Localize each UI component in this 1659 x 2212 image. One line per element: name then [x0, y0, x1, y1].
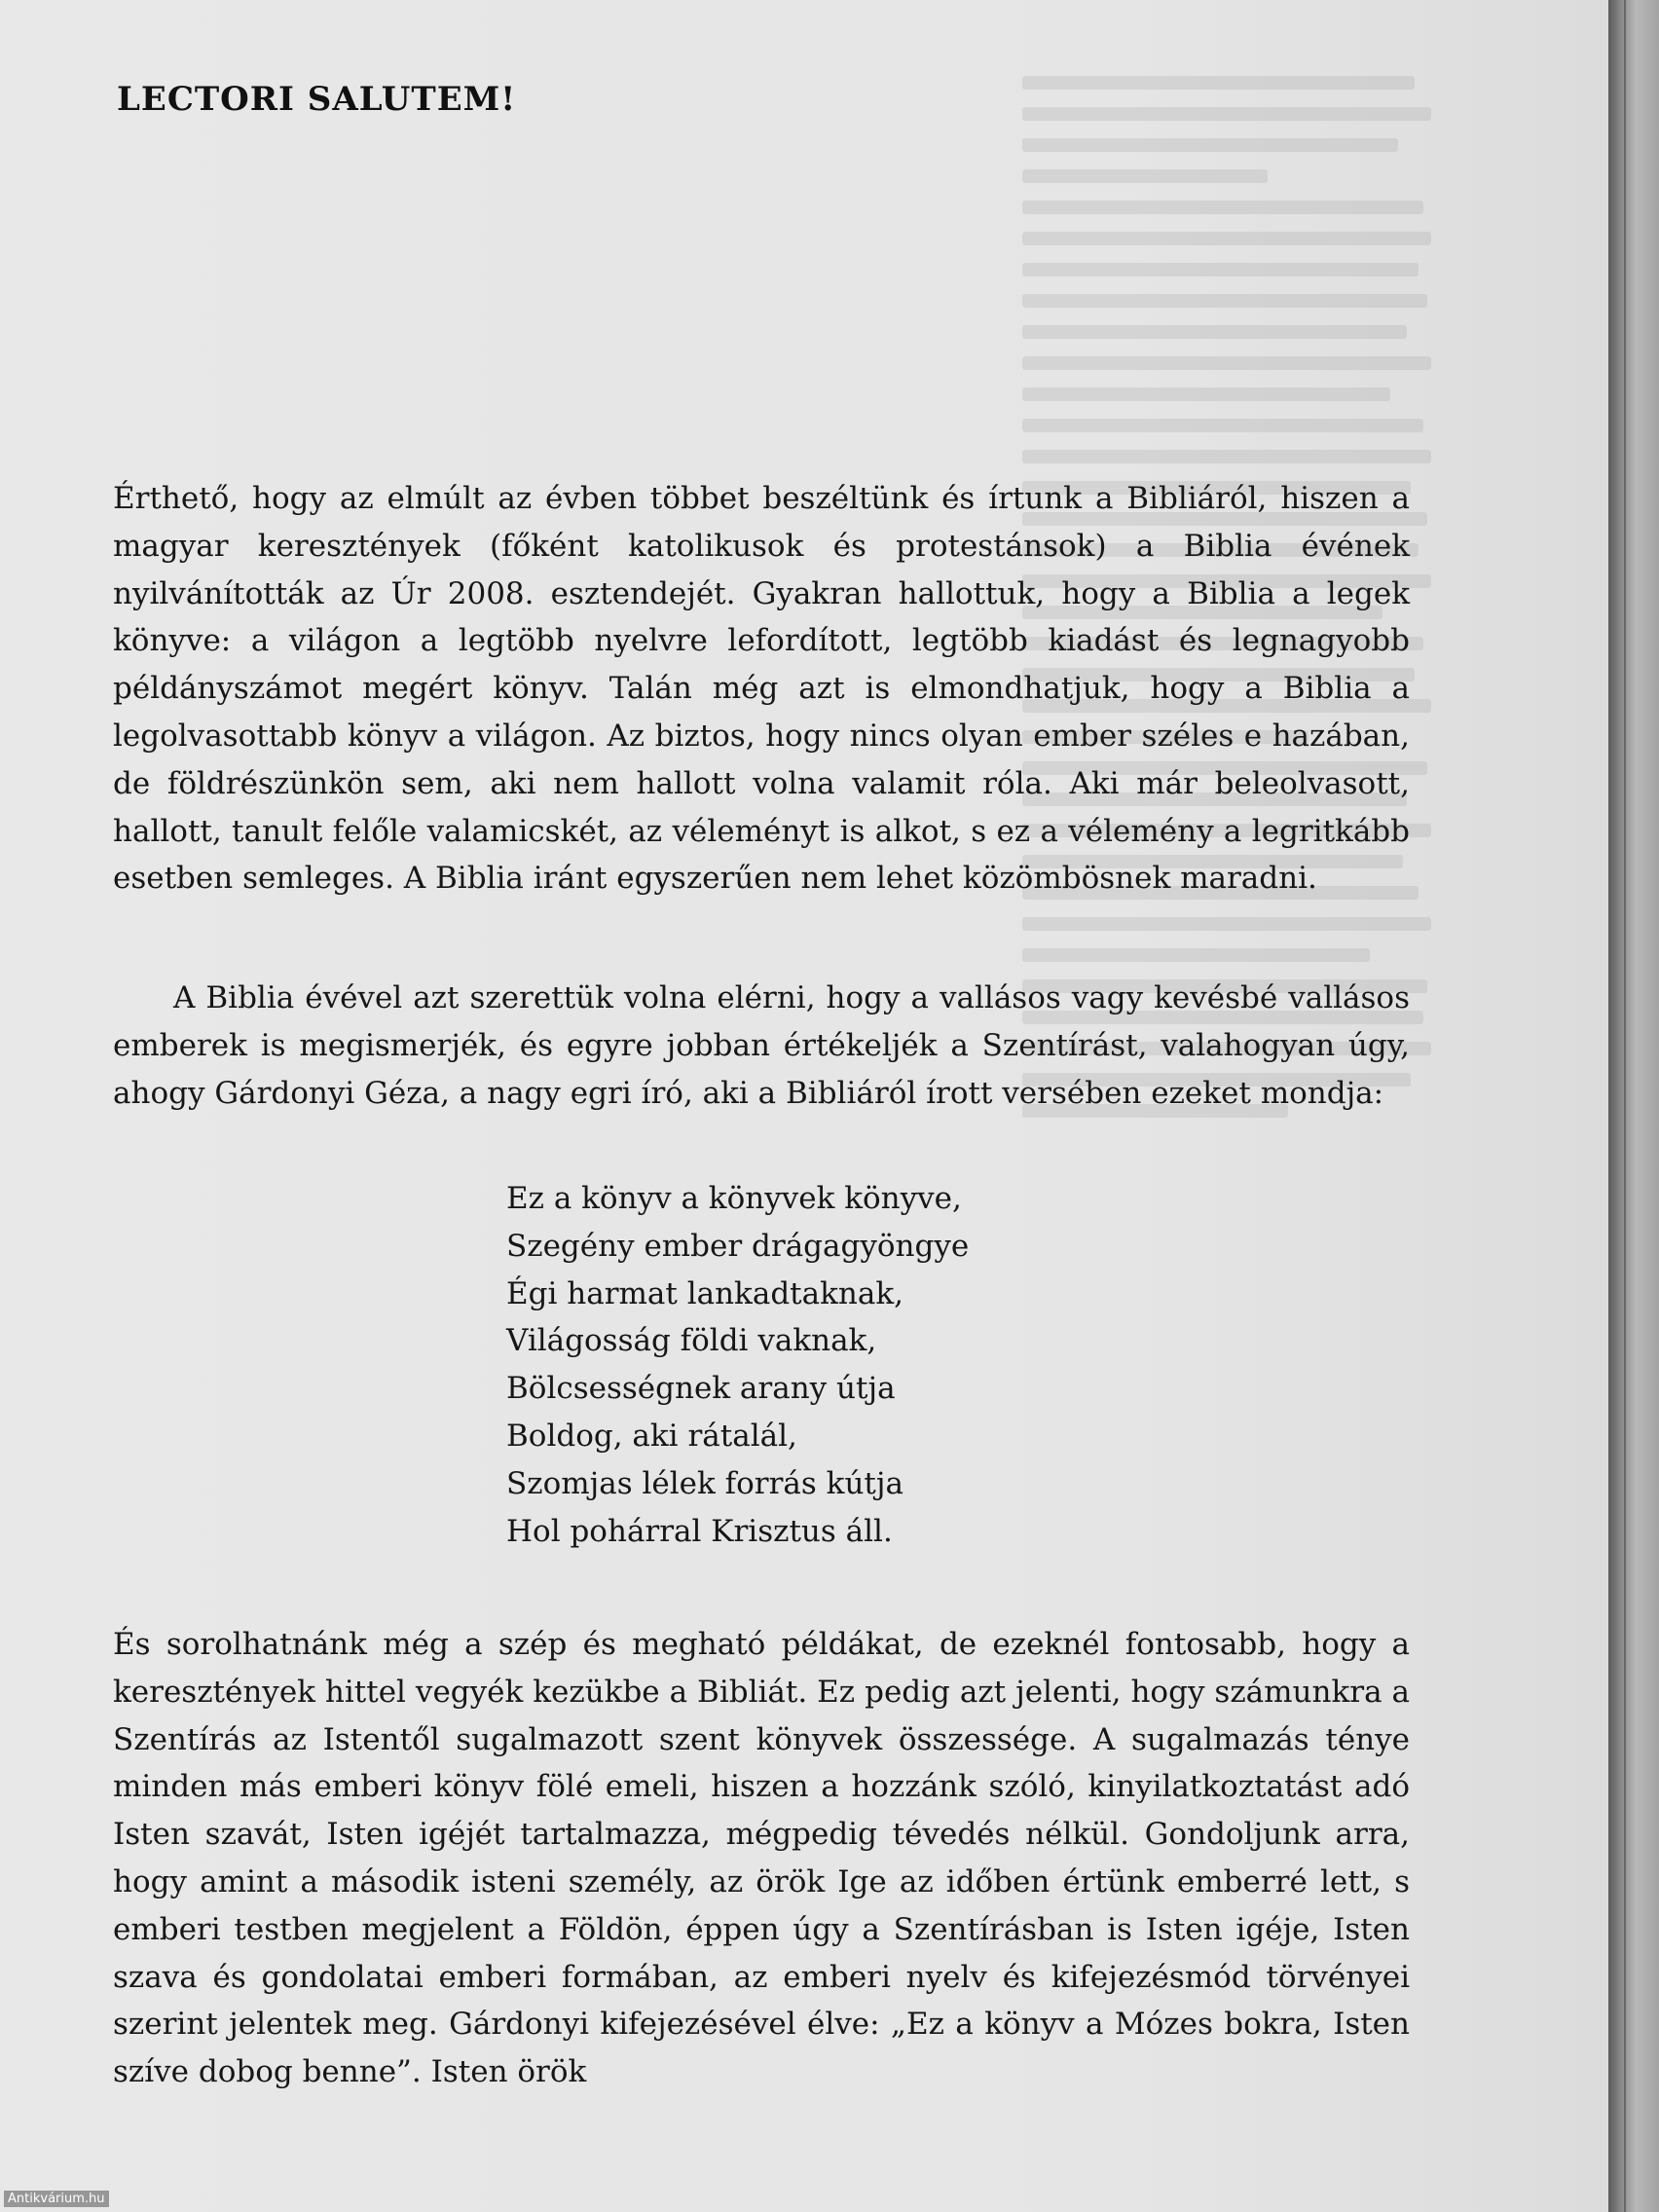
poem-line: Boldog, aki rátalál, — [506, 1418, 797, 1454]
page-edge-shadow — [1608, 0, 1659, 2212]
poem-quote — [506, 1175, 969, 1555]
poem-line: Világosság földi vaknak, — [506, 1323, 877, 1359]
poem-line: Ez a könyv a könyvek könyve, — [506, 1181, 962, 1216]
poem-line: Hol pohárral Krisztus áll. — [506, 1513, 893, 1549]
watermark: Antikvárium.hu — [4, 2191, 109, 2207]
paragraph-intro: Érthető, hogy az elmúlt az évben többet beszéltünk és írtunk a Bibliáról, hiszen a magyar keresztények (főként katolikusok és protestánsok) a Biblia évének nyilvánították az Úr 2008. esztendejét. Gyakran hallottuk, hogy a Biblia a legek könyve: a világon a legtöbb nyelvre lefordított, legtöbb kiadást és legnagyobb példányszámot megért könyv. Talán még azt is elmondhatjuk, hogy a Biblia a legolvasottabb könyv a világon. Az biztos, hogy nincs olyan ember széles e hazában, de földrészünkön sem, aki nem hallott volna valamit róla. Aki már beleolvasott, hallott, tanult felőle valamicskét, az véleményt is alkot, s ez a vélemény a legritkább esetben semleges. A Biblia iránt egyszerűen nem lehet közömbösnek maradni. — [113, 481, 1410, 897]
poem-line: Égi harmat lankadtaknak, — [506, 1275, 903, 1311]
paragraph-inspiration: És sorolhatnánk még a szép és megható példákat, de ezeknél fontosabb, hogy a keresztények hittel vegyék kezükbe a Bibliát. Ez pedig azt jelenti, hogy számunkra a Szentírás az Istentől sugalmazott szent könyvek összessége. A sugalmazás ténye minden más emberi könyv fölé emeli, hiszen a hozzánk szóló, kinyilatkoztatást adó Isten szavát, Isten igéjét tartalmazza, mégpedig tévedés nélkül. Gondoljunk arra, hogy amint a második isteni személy, az örök Ige az időben értünk emberré lett, s emberi testben megjelent a Földön, éppen úgy a Szentírásban is Isten igéje, Isten szava és gondolatai emberi formában, az emberi nyelv és kifejezésmód törvényei szerint jelentek meg. Gárdonyi kifejezésével élve: „Ez a könyv a Mózes bokra, Isten szíve dobog benne”. Isten örök — [113, 1627, 1410, 2090]
poem-line: Szomjas lélek forrás kútja — [506, 1465, 903, 1501]
poem-line: Szegény ember drágagyöngye — [506, 1228, 970, 1264]
page-heading: LECTORI SALUTEM! — [117, 80, 517, 119]
page-edge-line — [1624, 0, 1626, 2212]
poem-line: Bölcsességnek arany útja — [506, 1371, 896, 1407]
paragraph-bible-year: A Biblia évével azt szerettük volna elérni, hogy a vallásos vagy kevésbé vallásos emberek is megismerjék, és egyre jobban értékeljék a Szentírást, valahogyan úgy, ahogy Gárdonyi Géza, a nagy egri író, aki a Bibliáról írott versében ezeket mondja: — [113, 980, 1410, 1111]
